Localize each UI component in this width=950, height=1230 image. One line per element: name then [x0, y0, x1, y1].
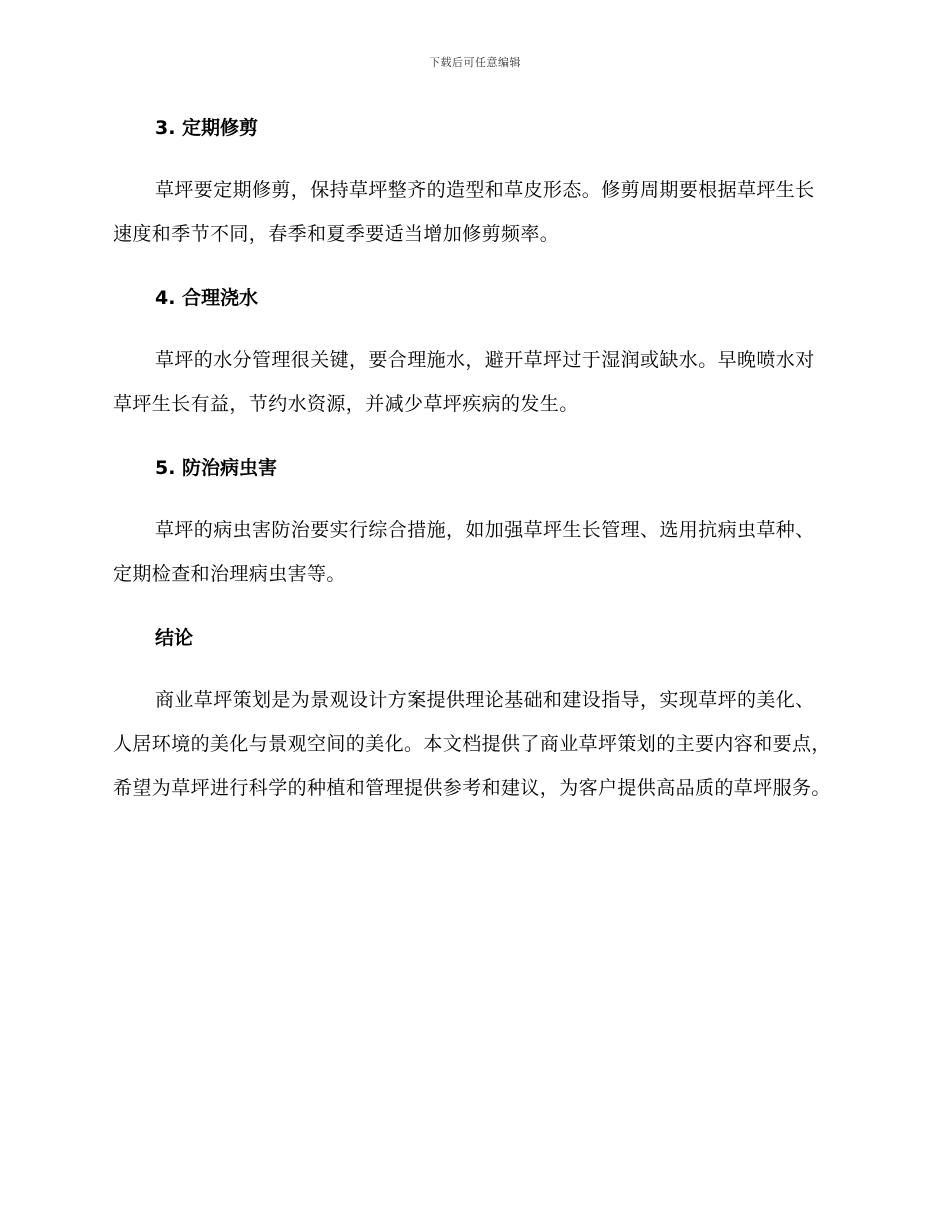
section-pest-control: [113, 452, 833, 596]
section-heading: 结论: [155, 627, 194, 649]
header-note: 下载后可任意编辑: [429, 56, 521, 69]
section-paragraph: 商业草坪策划是为景观设计方案提供理论基础和建设指导，实现草坪的美化、人居环境的美化与景观空间的美化。本文档提供了商业草坪策划的主要内容和要点，希望为草坪进行科学的种植和管理提供参考和建议，为客户提供高品质的草坪服务。: [113, 689, 831, 799]
section-heading: 3. 定期修剪: [155, 117, 259, 139]
section-proper-watering: [113, 282, 833, 426]
section-regular-mowing: [113, 112, 833, 256]
section-paragraph: 草坪的病虫害防治要实行综合措施，如加强草坪生长管理、选用抗病虫草种、定期检查和治理病虫害等。: [113, 519, 815, 585]
section-conclusion: [113, 622, 833, 810]
section-paragraph: 草坪要定期修剪，保持草坪整齐的造型和草皮形态。修剪周期要根据草坪生长速度和季节不同，春季和夏季要适当增加修剪频率。: [113, 179, 815, 245]
document-body: [113, 112, 833, 836]
section-paragraph: 草坪的水分管理很关键，要合理施水，避开草坪过于湿润或缺水。早晚喷水对草坪生长有益，节约水资源，并减少草坪疾病的发生。: [113, 349, 815, 415]
section-heading: 5. 防治病虫害: [155, 457, 278, 479]
section-heading: 4. 合理浇水: [155, 287, 259, 309]
